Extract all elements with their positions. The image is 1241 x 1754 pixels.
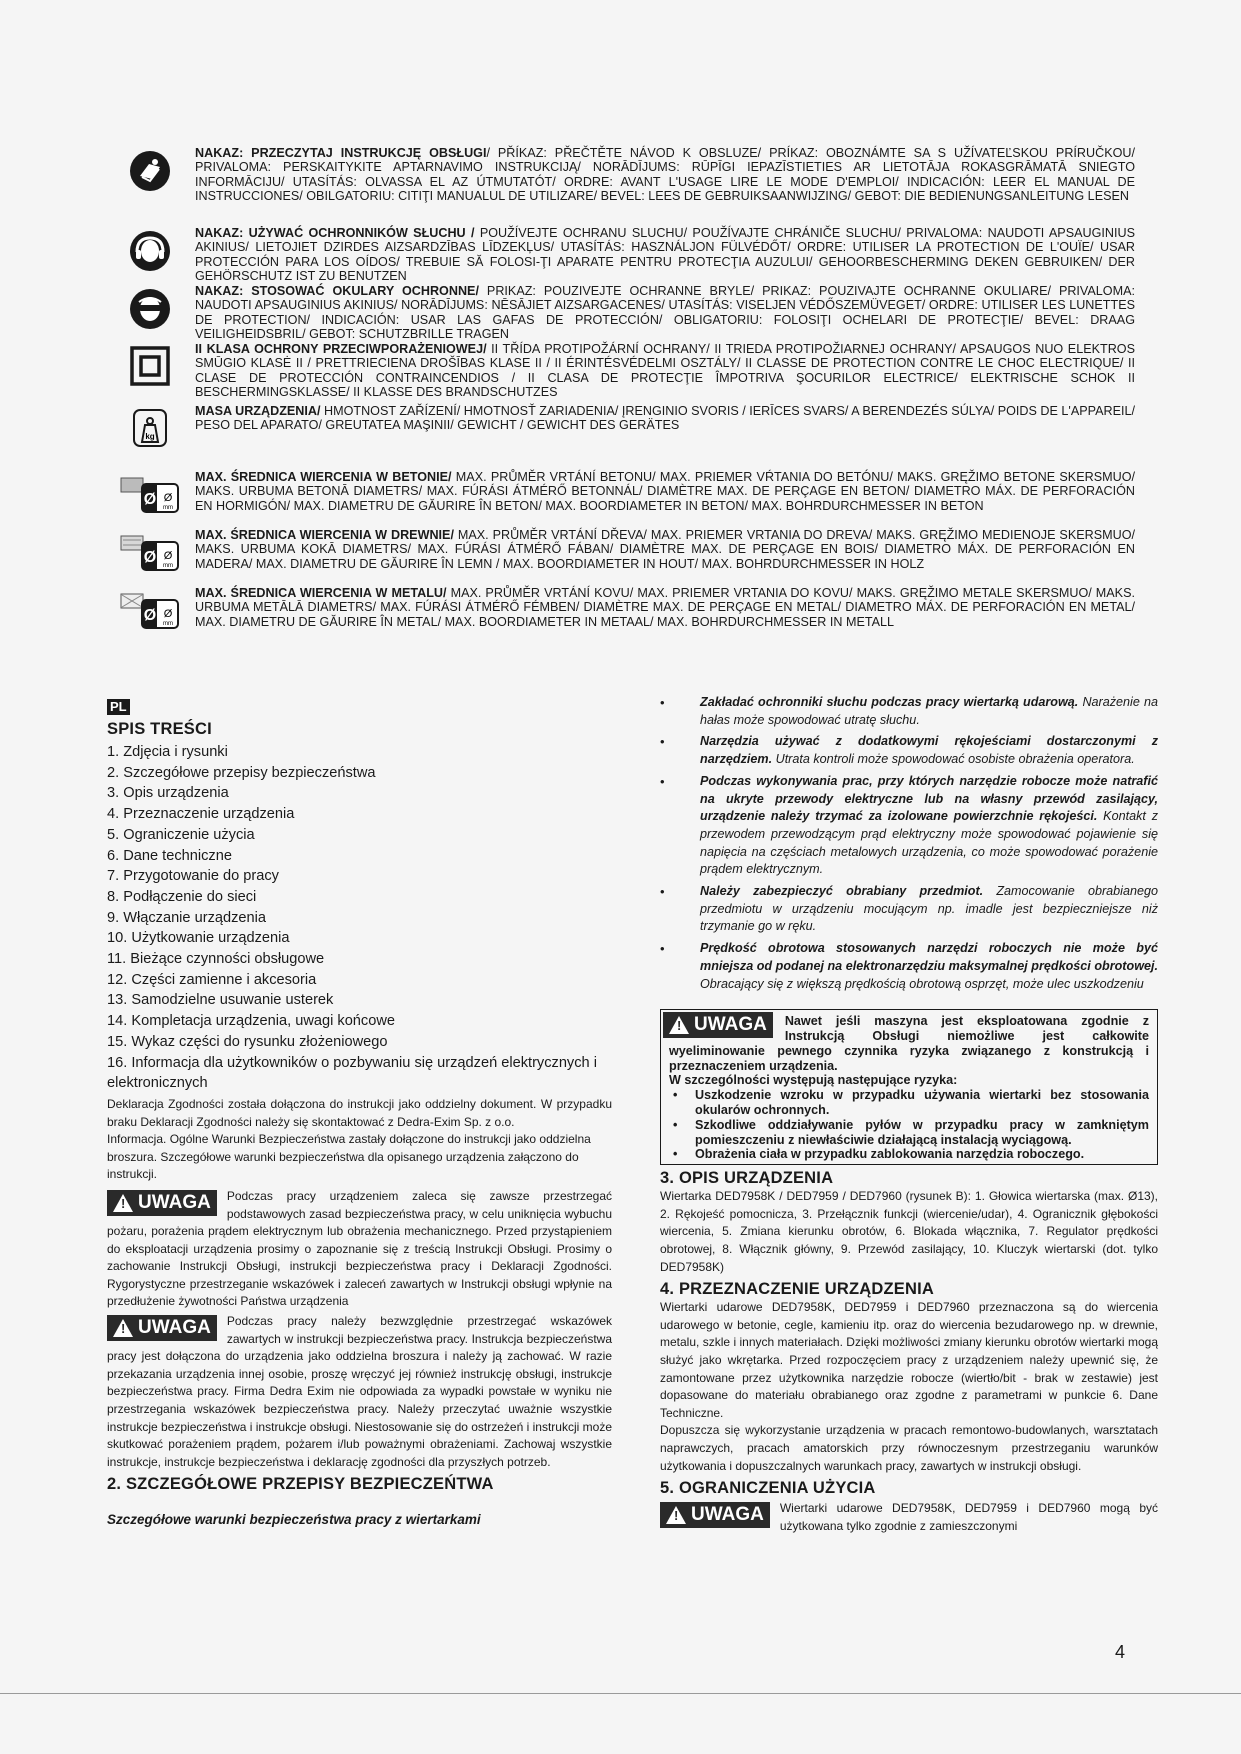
symbol-row-manual <box>105 146 1135 226</box>
warning-label: ! UWAGA <box>107 1315 217 1341</box>
list-item: • Prędkość obrotowa stosowanych narzędzi roboczych nie może być mniejsza od podanej na elektronarzędziu maksymalnej prędkości obrotowej. Obracający się z większą prędkością obrotową osprzęt, może ulec uszkodzeniu <box>660 940 1158 993</box>
svg-text:mm: mm <box>163 505 173 511</box>
svg-text:mm: mm <box>163 563 173 569</box>
toc-item[interactable]: 3. Opis urządzenia <box>107 785 229 802</box>
symbol-text-ear: NAKAZ: UŻYWAĆ OCHRONNIKÓW SŁUCHU / POUŽÍVEJTE OCHRANU SLUCHU/ POUŽÍVAJTE CHRÁNIČE SLUCHU/ PRIVALOMA: NAUDOTI APSAUGINIUS AKINIUS/ LIETOJIET DZIRDES AIZSARDZĪBAS LĪDZEKĻUS/ UTASÍTÁS: HASZNÁLJON FÜLVÉDŐT/ ORDRE: UTILISER LA PROTECTION DE L'OUÏE/ USAR PROTECCIÓN PARA LOS OÍDOS/ TREBUIE SĂ FOLOSI-ŢI APARATE PENTRU PROTECŢIA AUZULUI/ GEHOORBESCHERMING DEKEN GEBRUIKEN/ DER GEHÖRSCHUTZ IST ZU BENUTZEN <box>195 226 1135 284</box>
toc-item[interactable]: 15. Wykaz części do rysunku złożeniowego <box>107 1033 388 1050</box>
toc-item[interactable]: 12. Części zamienne i akcesoria <box>107 971 317 988</box>
svg-text:mm: mm <box>163 621 173 627</box>
svg-text:kg: kg <box>145 432 155 441</box>
symbol-text-manual: NAKAZ: PRZECZYTAJ INSTRUKCJĘ OBSŁUGI/ PŘÍKAZ: PŘEČTĚTE NÁVOD K OBSLUZE/ PRÍKAZ: OBOZNÁMTE SA S UŽÍVATEĽSKOU PRÍRUČKOU/ PRIVALOMA: PERSKAITYKITE APTARNAVIMO INSTRUKCIJĄ/ NORĀDĪJUMS: RŪPĪGI IEPAZĪSTIETIES AR LIETOTĀJA ROKASGRĀMATĀ SNIEGTO INFORMĀCIJU/ UTASÍTÁS: OLVASSA EL AZ ÚTMUTATÓT/ ORDRE: AVANT L'USAGE LIRE LE MODE D'EMPLOI/ INDICACIÓN: LEER EL MANUAL DE INSTRUCCIONES/ OBILGATORIU: CITIŢI MANUALUL DE UTILIZARE/ BEVEL: LEES DE GEBRUIKSAANWIJZING/ GEBOT: DIE BEDIENUNGSANLEITUNG LESEN <box>195 146 1135 204</box>
language-badge: PL <box>107 699 130 715</box>
section-3-title: 3. OPIS URZĄDZENIA <box>660 1169 834 1188</box>
toc-item[interactable]: 13. Samodzielne usuwanie usterek <box>107 992 334 1009</box>
section-4-text-2: Dopuszcza się wykorzystanie urządzenia w pracach remontowo-budowlanych, warsztatach naprawczych, pracach amatorskich przy równoczesnym przestrzeganiu warunków użytkowania i dopuszczalnych warunkach pracy, zawartych w instrukcji obsługi. <box>660 1423 1158 1473</box>
left-column <box>107 698 612 1527</box>
toc-item[interactable]: 1. Zdjęcia i rysunki <box>107 744 228 760</box>
section-2-subtitle: Szczegółowe warunki bezpieczeństwa pracy z wiertarkami <box>107 1512 481 1528</box>
warning-block-1 <box>107 1188 612 1311</box>
risk-list-title: W szczególności występują następujące ryzyka: <box>669 1073 958 1088</box>
double-insulation-icon <box>105 342 195 386</box>
ear-protection-icon <box>105 226 195 272</box>
symbol-text-class2: II KLASA OCHRONY PRZECIWPORAŻENIOWEJ/ II TŘÍDA PROTIPOŽÁRNÍ OCHRANY/ II TRIEDA PROTIPOŽIARNEJ OCHRANY/ APSAUGOS NUO ELEKTROS SMŪGIO KLASĖ II / PRETTRIECIENA DROŠĪBAS KLASE II / II ÉRINTÉSVÉDELMI OSZTÁLY/ II CLASSE DE PROTECTION CONTRE LE CHOC ELECTRIQUE/ II CLASE DE PROTECCIÓN CONTRAINCENDIOS / II CLASA DE PROTECŢIE ÎMPOTRIVA ŞOCURILOR ELECTRICE/ ELEKTRISCHE SCHOK II BESCHERMINGSKLASSE/ II KLASSE DES BRANDSCHUTZES <box>195 342 1135 400</box>
symbol-row-metal <box>105 586 1135 648</box>
warning-text-1: Podczas pracy urządzeniem zaleca się zawsze przestrzegać podstawowych zasad bezpieczeństwa pracy, w celu uniknięcia wybuchu pożaru, porażenia prądem elektrycznym lub obrażenia mechanicznego. Przed przystąpieniem do eksploatacji urządzenia prosimy o zapoznanie się z treścią Instrukcji Obsługi. Prosimy o zachowanie Instrukcji Obsługi, instrukcji bezpieczeństwa pracy i Deklaracji Zgodności. Rygorystyczne przestrzeganie wskazówek i zaleceń zawartych w Instrukcji obsługi wpłynie na przedłużenie żywotności Państwa urządzenia <box>107 1188 612 1309</box>
symbol-text-metal: MAX. ŚREDNICA WIERCENIA W METALU/ MAX. PRŮMĚR VRTÁNÍ KOVU/ MAX. PRIEMER VRTANIA DO KOVU/ MAKS. GRĘŽIMO METALE SKERSMUO/ MAKS. URBUMA METĀLĀ DIAMETRS/ MAX. FÚRÁSI ÁTMÉRŐ FÉMBEN/ DIAMÈTRE MAX. DE PERÇAGE EN METAL/ DIAMETRO MÁX. DE PERFORACIÓN EN METAL/ MAX. DIAMETRU DE GĂURIRE ÎN METAL/ MAX. BOORDIAMETER IN METAAL/ MAX. BOHRDURCHMESSER IN METALL <box>195 586 1135 629</box>
warning-label: ! UWAGA <box>660 1502 770 1528</box>
symbol-row-wood <box>105 528 1135 586</box>
toc-item[interactable]: 8. Podłączenie do sieci <box>107 888 257 905</box>
symbol-row-ear <box>105 226 1135 284</box>
symbol-row-weight <box>105 404 1135 470</box>
section-4-title: 4. PRZEZNACZENIE URZĄDZENIA <box>660 1280 934 1299</box>
svg-text:Ø: Ø <box>163 550 173 562</box>
svg-text:Ø: Ø <box>143 607 157 624</box>
warning-triangle-icon <box>113 1319 133 1337</box>
symbol-row-eye <box>105 284 1135 342</box>
toc-item[interactable]: 16. Informacja dla użytkowników o pozbywaniu się urządzeń elektrycznych i elektronicznych <box>107 1054 597 1092</box>
information-note: Informacja. Ogólne Warunki Bezpieczeństwa zastały dołączone do instrukcji jako oddzielna broszura. Szczegółowe warunki bezpieczeństwa dla opisanego urządzenia załączono do instrukcji. <box>107 1132 591 1182</box>
toc-item[interactable]: 6. Dane techniczne <box>107 847 232 864</box>
residual-risk-box <box>660 1009 1158 1165</box>
toc-title: SPIS TREŚCI <box>107 720 212 738</box>
section-3-text: Wiertarka DED7958K / DED7959 / DED7960 (rysunek B): 1. Głowica wiertarska (max. Ø13), 2. Rękojeść pomocnicza, 3. Przełącznik funkcji (wiercenie/udar), 4. Ogranicznik głębokości wiercenia, 5. Zmiana kierunku obrotów, 6. Blokada włącznika, 7. Regulator prędkości obrotowej, 8. Włącznik główny, 9. Przewód zasilający, 10. Kluczyk wiertarski (dot. tylko DED7958K) <box>660 1189 1158 1274</box>
symbol-text-weight: MASA URZĄDZENIA/ HMOTNOST ZAŘÍZENÍ/ HMOTNOSŤ ZARIADENIA/ ĮRENGINIO SVORIS / IERĪCES SVARS/ A BERENDEZÉS SÚLYA/ POIDS DE L'APPAREIL/ PESO DEL APARATO/ GREUTATEA MAŞINII/ GEWICHT / GEWICHT DES GERÄTES <box>195 404 1135 433</box>
risk-list <box>669 1088 1149 1162</box>
warning-triangle-icon <box>113 1194 133 1212</box>
toc-item[interactable]: 7. Przygotowanie do pracy <box>107 868 279 885</box>
section-2-title: 2. SZCZEGÓŁOWE PRZEPISY BEZPIECZEŃTWA <box>107 1475 494 1494</box>
svg-text:Ø: Ø <box>163 608 173 620</box>
toc-item[interactable]: 11. Bieżące czynności obsługowe <box>107 951 325 968</box>
right-column <box>660 694 1158 1535</box>
risk-intro: Nawet jeśli maszyna jest eksploatowana zgodnie z Instrukcją Obsługi niemożliwe jest całkowite wyeliminowanie pewnego czynnika ryzyka związanego z konstrukcją i przeznaczeniem urządzenia. <box>669 1014 1149 1073</box>
symbol-row-concrete <box>105 470 1135 528</box>
concrete-diameter-icon <box>105 470 195 514</box>
page-number: 4 <box>1115 1642 1126 1662</box>
list-item: • Podczas wykonywania prac, przy których narzędzie robocze może natrafić na ukryte przewody elektryczne lub na własny przewód zasilający, urządzenie należy trzymać za izolowane powierzchnie rękojeści. Kontakt z przewodem przewodzącym prąd elektryczny może spowodować pojawienie się napięcia na częściach metalowych urządzenia, co może spowodować porażenie prądem elektrycznym. <box>660 773 1158 879</box>
warning-triangle-icon <box>669 1016 689 1034</box>
section-5-title: 5. OGRANICZENIA UŻYCIA <box>660 1479 876 1498</box>
safety-bullets <box>660 694 1158 993</box>
warning-text-2: Podczas pracy należy bezwzględnie przestrzegać wskazówek zawartych w instrukcji bezpieczeństwa pracy. Instrukcja bezpieczeństwa pracy jest dołączona do urządzenia jako oddzielna broszura i należy ją zachować. W razie przekazania urządzenia innej osobie, proszę wręczyć jej również instrukcję obsługi, instrukcje bezpieczeństwa pracy. Firma Dedra Exim nie odpowiada za wypadki powstałe w wyniku nie przestrzegania wskazówek bezpieczeństwa pracy. Należy przeczytać uważnie wszystkie instrukcje bezpieczeństwa i instrukcje obsługi. Niestosowanie się do ostrzeżeń i instrukcji może skutkować porażeniem prądem, pożarem i/lub poważnymi obrażeniami. Zachowaj wszystkie instrukcje, instrukcje bezpieczeństwa i deklarację zgodności dla przyszłych potrzeb. <box>107 1314 612 1469</box>
list-item: • Uszkodzenie wzroku w przypadku używania wiertarki bez stosowania okularów ochronnych. <box>669 1088 1149 1118</box>
bottom-divider <box>0 1693 1241 1694</box>
toc-item[interactable]: 5. Ograniczenie użycia <box>107 826 255 843</box>
symbol-text-wood: MAX. ŚREDNICA WIERCENIA W DREWNIE/ MAX. PRŮMĚR VRTÁNÍ DŘEVA/ MAX. PRIEMER VRTANIA DO DREVA/ MAKS. GRĘŽIMO MEDIENOJE SKERSMUO/ MAKS. URBUMA KOKĀ DIAMETRS/ MAX. FÚRÁSI ÁTMÉRŐ FÁBAN/ DIAMÈTRE MAX. DE PERÇAGE EN BOIS/ DIAMETRO MÁX. DE PERFORACIÓN EN MADERA/ MAX. DIAMETRU DE GĂURIRE ÎN LEMN / MAX. BOORDIAMETER IN HOUT/ MAX. BOHRDURCHMESSER IN HOLZ <box>195 528 1135 571</box>
symbol-row-class2 <box>105 342 1135 404</box>
section-4-text: Wiertarki udarowe DED7958K, DED7959 i DED7960 przeznaczona są do wiercenia udarowego w betonie, cegle, kamieniu itp. oraz do wiercenia bezudarowego np. w drewnie, metalu, szkle i innych materiałach. Dzięki możliwości zmiany kierunku obrotów wiertarki mogą służyć jako wkrętarka. Przed rozpoczęciem pracy z urządzeniem należy upewnić się, że zamontowane przez użytkownika narzędzie robocze (wiertło/bit - brak w zestawie) jest dopasowane do materiału obrabianego oraz zgodne z parametrami w punkcie 6. Dane Techniczne. <box>660 1300 1158 1420</box>
eye-protection-icon <box>105 284 195 330</box>
svg-text:Ø: Ø <box>143 491 157 508</box>
symbol-text-eye: NAKAZ: STOSOWAĆ OKULARY OCHRONNE/ PRIKAZ: POUZIVEJTE OCHRANNE BRYLE/ PRIKAZ: POUZIVAJTE OCHRANNE OKULIARE/ PRIVALOMA: NAUDOTI APSAUGINIUS AKINIUS/ NORĀDĪJUMS: NĒSĀJIET AIZSARGACENES/ UTASÍTÁS: VISELJEN VÉDŐSZEMÜVEGET/ ORDRE: UTILISER LES LUNETTES DE PROTECTION/ INDICACIÓN: USAR LAS GAFAS DE PROTECCIÓN/ OBLIGATORIU: FOLOSIŢI OCHELARI DE PROTECŢIE/ BEVEL: DRAAG VEILIGHEIDSBRIL/ GEBOT: SCHUTZBRILLE TRAGEN <box>195 284 1135 342</box>
list-item: • Szkodliwe oddziaływanie pyłów w przypadku pracy w zamkniętym pomieszczeniu z niewłaściwie działającą instalacją wyciągową. <box>669 1118 1149 1148</box>
toc-item[interactable]: 14. Kompletacja urządzenia, uwagi końcowe <box>107 1013 395 1030</box>
svg-text:Ø: Ø <box>163 492 173 504</box>
toc-item[interactable]: 9. Włączanie urządzenia <box>107 909 266 926</box>
declaration-note: Deklaracja Zgodności została dołączona do instrukcji jako oddzielny dokument. W przypadku braku Deklaracji Zgodności należy się skontaktować z Dedra-Exim Sp. z o.o. <box>107 1096 612 1129</box>
symbol-text-concrete: MAX. ŚREDNICA WIERCENIA W BETONIE/ MAX. PRŮMĚR VRTÁNÍ BETONU/ MAX. PRIEMER VŔTANIA DO BETÓNU/ MAKS. GRĘŽIMO BETONE SKERSMUO/ MAKS. URBUMA BETONĀ DIAMETRS/ MAX. FÚRÁSI ÁTMÉRŐ BETONNÁL/ DIAMÈTRE MAX. DE PERÇAGE EN BETON/ DIAMETRO MÁX. DE PERFORACIÓN EN HORMIGÓN/ MAX. DIAMETRU DE GĂURIRE ÎN BETON/ MAX. BOORDIAMETER IN BETON/ MAX. BOHRDURCHMESSER IN BETON <box>195 470 1135 513</box>
list-item: • Należy zabezpieczyć obrabiany przedmiot. Zamocowanie obrabianego przedmiotu w urządzeniu mocującym np. imadle jest bezpieczniejsze niż trzymanie go w ręku. <box>660 883 1158 936</box>
warning-block-2 <box>107 1313 612 1471</box>
list-item: • Zakładać ochronniki słuchu podczas pracy wiertarką udarową. Narażenie na hałas może spowodować utratę słuchu. <box>660 694 1158 729</box>
read-manual-icon <box>105 146 195 192</box>
symbol-table <box>105 146 1135 648</box>
metal-diameter-icon <box>105 586 195 630</box>
toc-item[interactable]: 10. Użytkowanie urządzenia <box>107 930 290 947</box>
warning-label: ! UWAGA <box>663 1012 773 1038</box>
section-5-block <box>660 1500 1158 1535</box>
table-of-contents <box>107 742 612 1094</box>
wood-diameter-icon <box>105 528 195 572</box>
list-item: • Narzędzia używać z dodatkowymi rękojeściami dostarczonymi z narzędziem. Utrata kontroli może spowodować osobiste obrażenia operatora. <box>660 733 1158 768</box>
toc-item[interactable]: 2. Szczegółowe przepisy bezpieczeństwa <box>107 764 376 781</box>
warning-label: ! UWAGA <box>107 1190 217 1216</box>
toc-item[interactable]: 4. Przeznaczenie urządzenia <box>107 806 295 823</box>
weight-icon <box>105 404 195 448</box>
warning-triangle-icon <box>666 1506 686 1524</box>
section-5-text: Wiertarki udarowe DED7958K, DED7959 i DED7960 mogą być użytkowana tylko zgodnie z zamieszczonymi <box>779 1501 1158 1533</box>
list-item: • Obrażenia ciała w przypadku zablokowania narzędzia roboczego. <box>669 1147 1149 1162</box>
svg-text:Ø: Ø <box>143 549 157 566</box>
